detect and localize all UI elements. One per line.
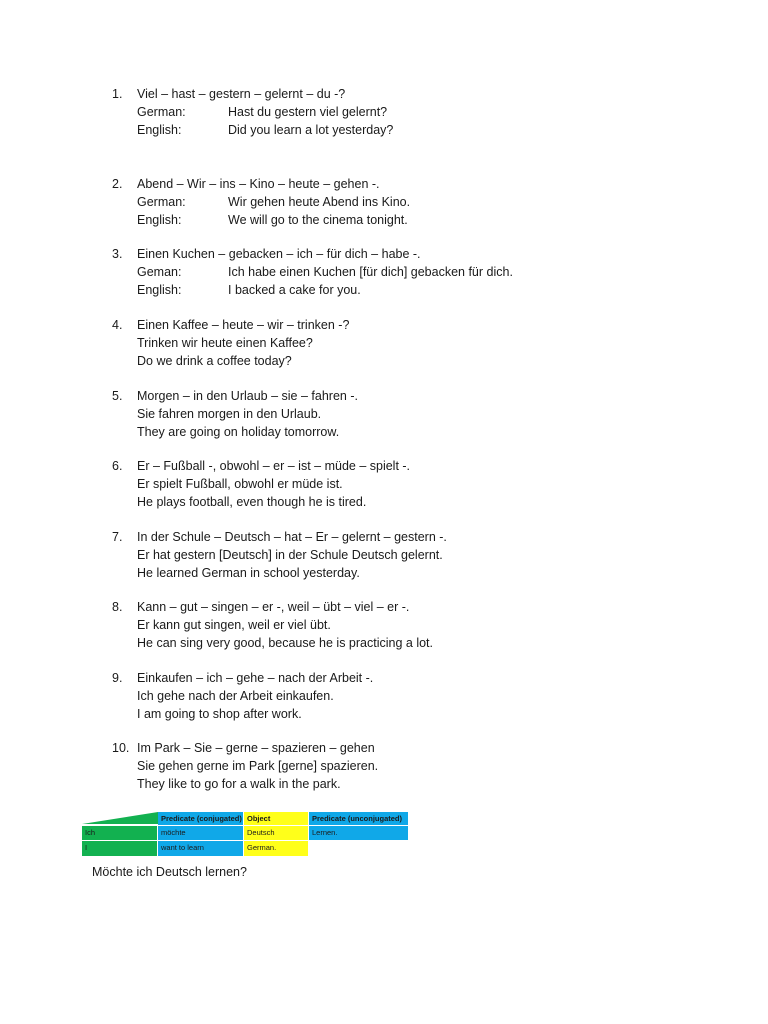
scrambled-sentence: Einen Kuchen – gebacken – ich – für dich – habe -. <box>137 247 421 261</box>
scrambled-sentence: Einkaufen – ich – gehe – nach der Arbeit -. <box>137 671 374 685</box>
english-sentence: They are going on holiday tomorrow. <box>137 425 340 439</box>
german-sentence: Trinken wir heute einen Kaffee? <box>137 336 313 350</box>
question-sentence: Möchte ich Deutsch lernen? <box>92 865 247 879</box>
scrambled-sentence: Er – Fußball -, obwohl – er – ist – müde – spielt -. <box>137 459 411 473</box>
exercise-item-2 <box>112 175 672 229</box>
line-label: English: <box>137 213 182 227</box>
header-predicate-conjugated: Predicate (conjugated) <box>158 812 243 825</box>
english-sentence: He can sing very good, because he is practicing a lot. <box>137 636 434 650</box>
item-number: 4. <box>112 318 123 332</box>
cell-predicate-unconjugated: Lernen. <box>309 826 408 840</box>
german-sentence: Wir gehen heute Abend ins Kino. <box>228 195 411 209</box>
english-sentence: Did you learn a lot yesterday? <box>228 123 394 137</box>
sentence-structure-table <box>82 812 408 856</box>
item-number: 6. <box>112 459 123 473</box>
cell-subject: Ich <box>82 826 157 840</box>
scrambled-sentence: Im Park – Sie – gerne – spazieren – gehen <box>137 741 375 755</box>
exercise-item-3 <box>112 245 672 299</box>
scrambled-sentence: Viel – hast – gestern – gelernt – du -? <box>137 87 346 101</box>
german-sentence: Sie gehen gerne im Park [gerne] spazieren. <box>137 759 379 773</box>
line-label: German: <box>137 195 186 209</box>
english-sentence: Do we drink a coffee today? <box>137 354 292 368</box>
german-sentence: Er spielt Fußball, obwohl er müde ist. <box>137 477 343 491</box>
exercise-item-7 <box>112 528 672 582</box>
item-number: 1. <box>112 87 123 101</box>
exercise-item-10 <box>112 739 672 793</box>
line-label: German: <box>137 105 186 119</box>
scrambled-sentence: Morgen – in den Urlaub – sie – fahren -. <box>137 389 358 403</box>
german-sentence: Er hat gestern [Deutsch] in der Schule Deutsch gelernt. <box>137 548 443 562</box>
english-sentence: They like to go for a walk in the park. <box>137 777 341 791</box>
item-number: 5. <box>112 389 123 403</box>
english-sentence: He plays football, even though he is tired. <box>137 495 367 509</box>
cell-predicate-english: want to learn <box>158 841 243 856</box>
item-number: 7. <box>112 530 123 544</box>
cell-subject-english: I <box>82 841 157 856</box>
german-sentence: Hast du gestern viel gelernt? <box>228 105 388 119</box>
exercise-item-1 <box>112 85 672 139</box>
cell-object-english: German. <box>244 841 308 856</box>
header-object: Object <box>244 812 308 825</box>
item-number: 3. <box>112 247 123 261</box>
exercise-item-8 <box>112 598 672 652</box>
cell-object: Deutsch <box>244 826 308 840</box>
english-sentence: I am going to shop after work. <box>137 707 302 721</box>
exercise-item-9 <box>112 669 672 723</box>
german-sentence: Ich habe einen Kuchen [für dich] gebacken für dich. <box>228 265 513 279</box>
green-wedge-shape <box>82 812 158 825</box>
line-label: English: <box>137 123 182 137</box>
scrambled-sentence: Einen Kaffee – heute – wir – trinken -? <box>137 318 350 332</box>
item-number: 9. <box>112 671 123 685</box>
exercise-item-4 <box>112 316 672 370</box>
exercise-item-5 <box>112 387 672 441</box>
scrambled-sentence: Kann – gut – singen – er -, weil – übt – viel – er -. <box>137 600 410 614</box>
english-sentence: We will go to the cinema tonight. <box>228 213 408 227</box>
cell-predicate-conjugated: möchte <box>158 826 243 840</box>
line-label: Geman: <box>137 265 182 279</box>
exercise-item-6 <box>112 457 672 511</box>
english-sentence: I backed a cake for you. <box>228 283 361 297</box>
item-number: 2. <box>112 177 123 191</box>
scrambled-sentence: Abend – Wir – ins – Kino – heute – gehen -. <box>137 177 380 191</box>
line-label: English: <box>137 283 182 297</box>
scrambled-sentence: In der Schule – Deutsch – hat – Er – gelernt – gestern -. <box>137 530 447 544</box>
item-number: 8. <box>112 600 123 614</box>
german-sentence: Sie fahren morgen in den Urlaub. <box>137 407 322 421</box>
german-sentence: Er kann gut singen, weil er viel übt. <box>137 618 331 632</box>
header-predicate-unconjugated: Predicate (unconjugated) <box>309 812 408 825</box>
german-sentence: Ich gehe nach der Arbeit einkaufen. <box>137 689 334 703</box>
english-sentence: He learned German in school yesterday. <box>137 566 360 580</box>
item-number: 10. <box>112 741 130 755</box>
